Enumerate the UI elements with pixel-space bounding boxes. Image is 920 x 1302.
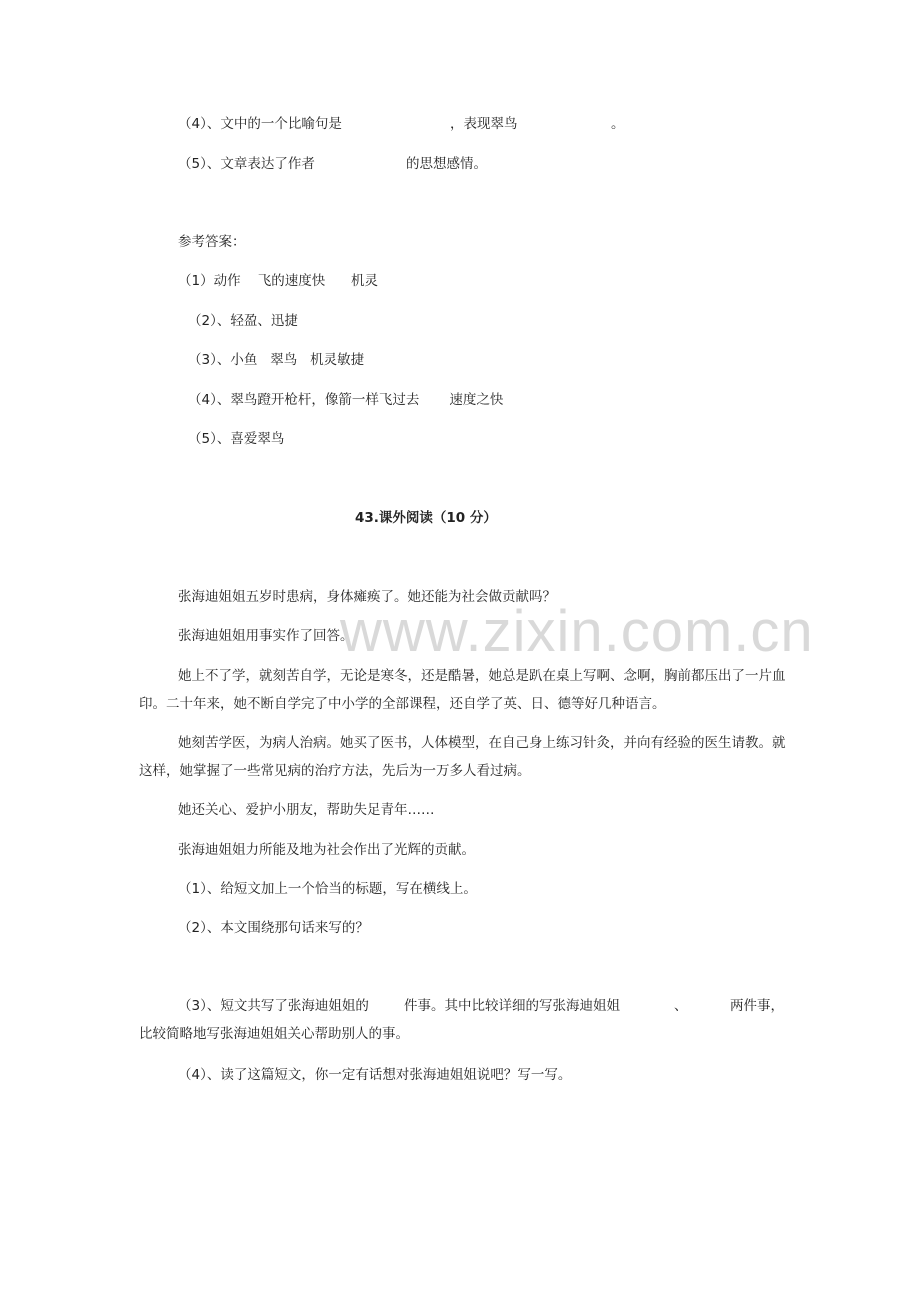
passage-paragraph: 她刻苦学医，为病人治病。她买了医书，人体模型，在自己身上练习针灸，并向有经验的医生请教。就这样，她掌握了一些常见病的治疗方法，先后为一万多人看过病。 <box>139 735 786 779</box>
question-5-part-1: （5）、文章表达了作者 <box>178 156 315 172</box>
question-4-last: （4）、读了这篇短文，你一定有话想对张海迪姐姐说吧？写一写。 <box>178 1067 572 1083</box>
question-3-line-2: 比较简略地写张海迪姐姐关心帮助别人的事。 <box>139 1026 409 1042</box>
answer-item: （3）、小鱼 翠鸟 机灵敏捷 <box>188 352 365 368</box>
question-item: （1）、给短文加上一个恰当的标题，写在横线上。 <box>178 881 477 897</box>
question-4-part-1: （4）、文中的一个比喻句是 <box>178 116 342 132</box>
passage-paragraph: 张海迪姐姐用事实作了回答。 <box>178 628 354 644</box>
question-item: （2）、本文围绕那句话来写的？ <box>178 920 369 936</box>
question-3-part-4: 两件事， <box>730 998 784 1014</box>
passage-paragraph: 她上不了学，就刻苦自学，无论是寒冬，还是酷暑，她总是趴在桌上写啊、念啊，胸前都压出了一片血印。二十年来，她不断自学完了中小学的全部课程，还自学了英、日、德等好几种语言。 <box>139 668 786 712</box>
question-3-part-1: （3）、短文共写了张海迪姐姐的 <box>178 998 369 1014</box>
question-5-part-2: 的思想感情。 <box>406 156 487 172</box>
answer-item: （5）、喜爱翠鸟 <box>188 431 285 447</box>
answer-item: （1）动作 飞的速度快 机灵 <box>178 273 379 289</box>
passage-paragraph: 张海迪姐姐力所能及地为社会作出了光辉的贡献。 <box>178 842 475 858</box>
section-title: 43.课外阅读（10 分） <box>355 510 497 526</box>
answer-item: （4）、翠鸟蹬开枪杆，像箭一样飞过去 速度之快 <box>188 392 504 408</box>
question-4-part-2: ，表现翠鸟 <box>450 116 518 132</box>
question-3-part-2: 件事。其中比较详细的写张海迪姐姐 <box>404 998 620 1014</box>
watermark: www.zixin.com.cn <box>340 599 814 664</box>
answers-label: 参考答案： <box>178 234 246 250</box>
question-4-part-3: 。 <box>611 116 625 132</box>
passage-paragraph: 她还关心、爱护小朋友，帮助失足青年…… <box>178 802 435 818</box>
question-3-part-3: 、 <box>674 998 688 1014</box>
answer-item: （2）、轻盈、迅捷 <box>188 313 298 329</box>
passage-paragraph: 张海迪姐姐五岁时患病，身体瘫痪了。她还能为社会做贡献吗？ <box>178 589 556 605</box>
